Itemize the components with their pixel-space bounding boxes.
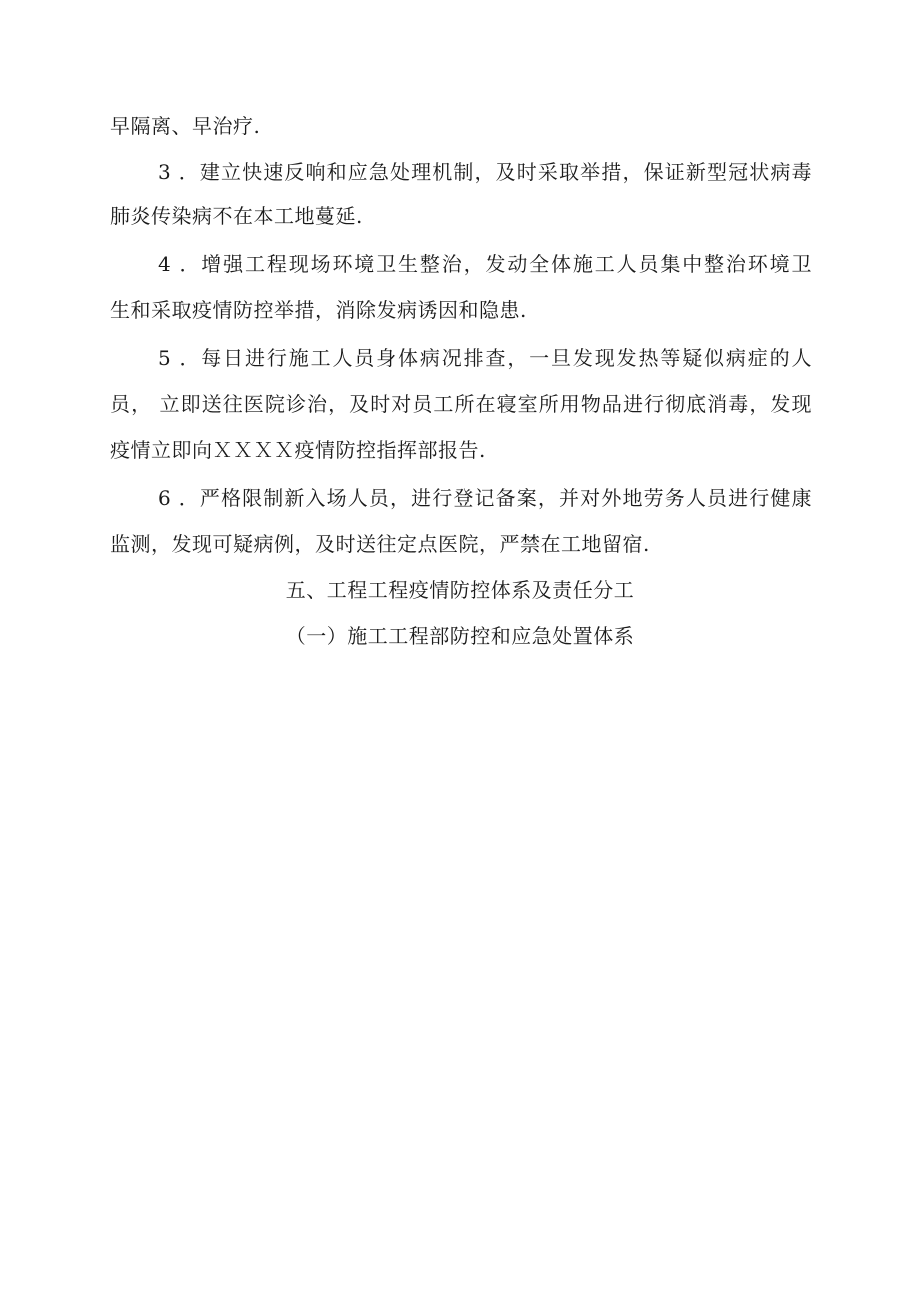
list-item-6-line-2: 监测，发现可疑病例，及时送往定点医院，严禁在工地留宿. xyxy=(110,532,650,556)
list-item-4-line-2: 生和采取疫情防控举措，消除发病诱因和隐患. xyxy=(110,298,527,322)
subsection-heading: （一）施工工程部防控和应急处置体系 xyxy=(285,624,635,648)
list-item-5-line-3: 疫情立即向ＸＸＸＸ疫情防控指挥部报告. xyxy=(110,438,486,462)
list-item-5-line-1: 5 ．每日进行施工人员身体病况排查，一旦发现发热等疑似病症的人 xyxy=(158,346,812,370)
paragraph-line: 早隔离、早治疗. xyxy=(110,114,261,138)
list-item-3-line-1: 3 ．建立快速反响和应急处理机制，及时采取举措，保证新型冠状病毒 xyxy=(158,160,812,184)
section-heading: 五、工程工程疫情防控体系及责任分工 xyxy=(285,578,635,602)
list-item-6-line-1: 6 ．严格限制新入场人员，进行登记备案，并对外地劳务人员进行健康 xyxy=(158,486,812,510)
list-item-3-line-2: 肺炎传染病不在本工地蔓延. xyxy=(110,204,363,228)
list-item-5-line-2: 员， 立即送往医院诊治，及时对员工所在寝室所用物品进行彻底消毒，发现 xyxy=(110,392,812,416)
list-item-4-line-1: 4 ．增强工程现场环境卫生整治，发动全体施工人员集中整治环境卫 xyxy=(158,252,812,276)
